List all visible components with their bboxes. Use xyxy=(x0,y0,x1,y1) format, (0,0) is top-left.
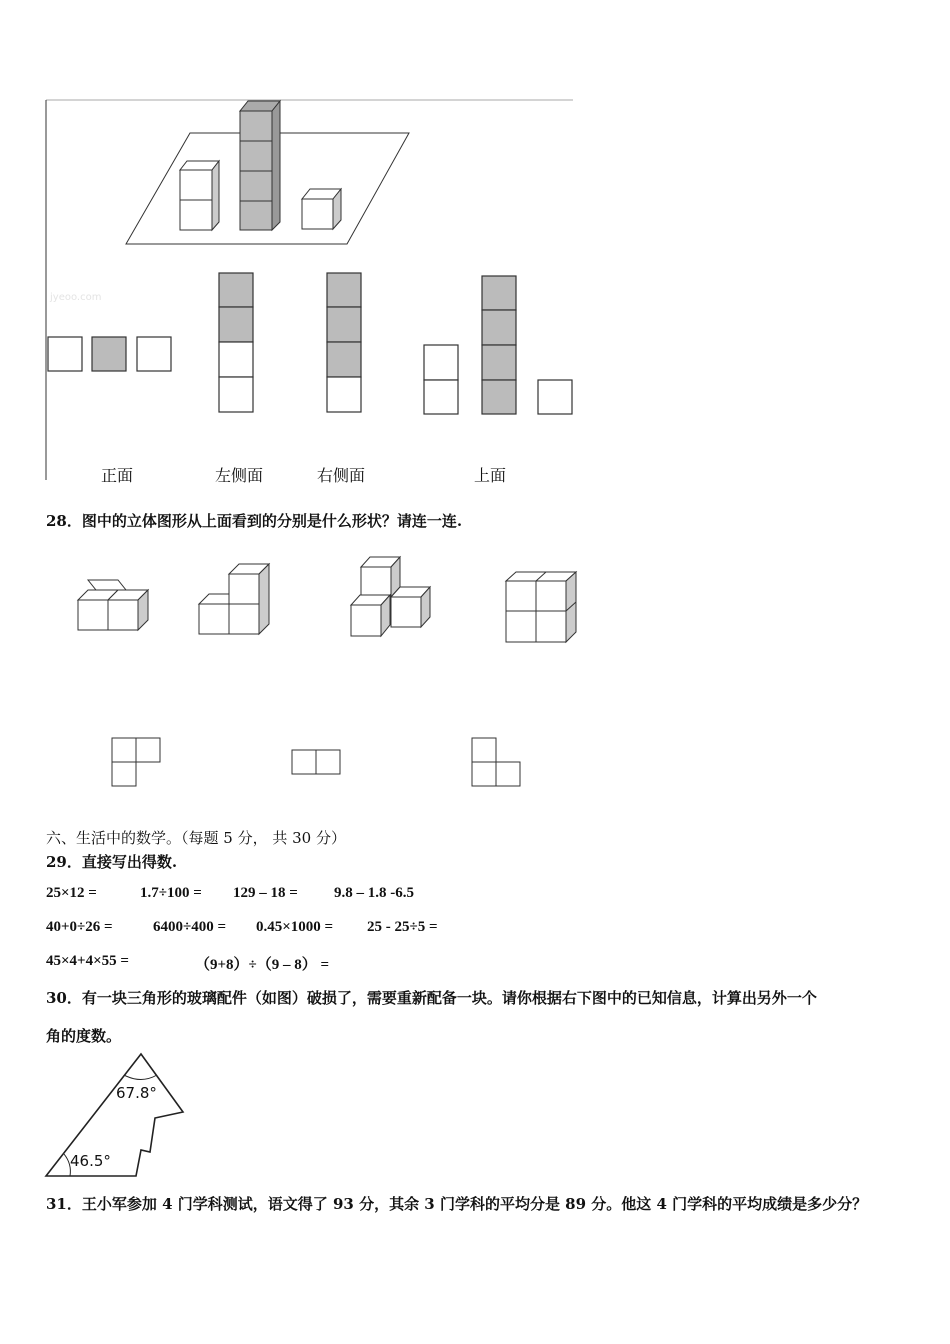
solid-1 xyxy=(78,580,148,630)
expr-r2-c1: 40+0÷26 = xyxy=(46,919,113,935)
view-right-side xyxy=(327,273,361,412)
cube-single-right xyxy=(302,189,341,229)
label-left-side-view: 左侧面 xyxy=(215,466,264,485)
views-figure-drawing xyxy=(0,0,950,500)
label-right-side-view: 右侧面 xyxy=(317,466,366,485)
view-top xyxy=(424,276,572,414)
expr-r2-c2: 6400÷400 = xyxy=(153,919,227,935)
question-30-line1: 30．有一块三角形的玻璃配件（如图）破损了，需要重新配备一块。请你根据右下图中的已知信息，计算出另外一个 xyxy=(46,989,817,1007)
topview-1 xyxy=(112,738,160,786)
expr-r3-c1: 45×4+4×55 = xyxy=(46,953,129,969)
cube-stack-left xyxy=(180,161,219,230)
question-28: 28．图中的立体图形从上面看到的分别是什么形状？请连一连. xyxy=(46,512,463,530)
expr-r2-c3: 0.45×1000 = xyxy=(256,919,334,935)
label-front-view: 正面 xyxy=(101,466,134,485)
view-left-side xyxy=(219,273,253,412)
topview-2 xyxy=(292,750,340,774)
watermark: jyeoo.com xyxy=(50,292,102,303)
question-31: 31．王小军参加 4 门学科测试，语文得了 93 分，其余 3 门学科的平均分是 89 分。他这 4 门学科的平均成绩是多少分？ xyxy=(46,1195,868,1213)
solid-2 xyxy=(199,564,269,634)
solid-4 xyxy=(506,572,576,642)
section-6-title: 六、生活中的数学。（每题 5 分， 共 30 分） xyxy=(46,829,346,847)
expr-r2-c4: 25 - 25÷5 = xyxy=(367,919,438,935)
expr-r3-c2: （9+8）÷（9 – 8） = xyxy=(195,957,330,973)
angle-label-bottom: 46.5° xyxy=(70,1152,111,1170)
expr-r1-c4: 9.8 – 1.8 -6.5 xyxy=(334,885,414,901)
solid-3 xyxy=(351,557,430,636)
label-top-view: 上面 xyxy=(474,466,507,485)
cube-stack-middle xyxy=(240,101,280,230)
angle-label-top: 67.8° xyxy=(116,1084,157,1102)
expr-r1-c1: 25×12 = xyxy=(46,885,97,901)
question-30-line2: 角的度数。 xyxy=(46,1027,122,1045)
question-29: 29．直接写出得数. xyxy=(46,853,178,871)
q28-solids xyxy=(0,545,950,805)
topview-3 xyxy=(472,738,520,786)
expr-r1-c3: 129 – 18 = xyxy=(233,885,298,901)
view-front xyxy=(48,337,171,371)
expr-r1-c2: 1.7÷100 = xyxy=(140,885,202,901)
